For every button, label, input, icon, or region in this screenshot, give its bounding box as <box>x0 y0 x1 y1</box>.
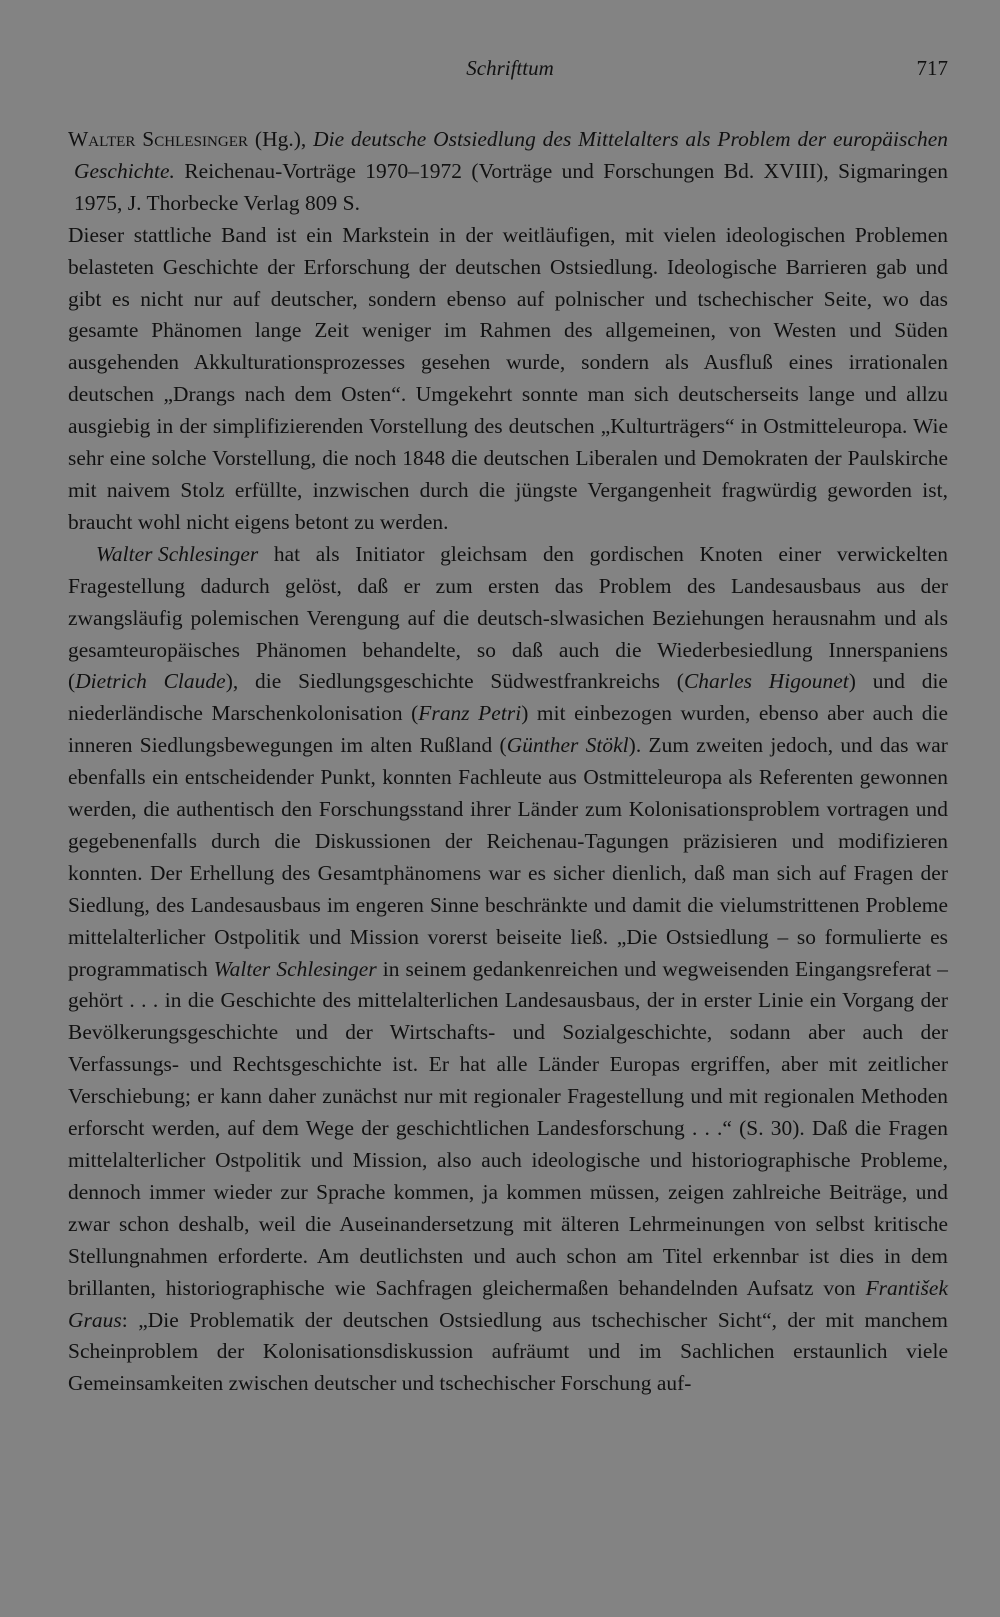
paragraph-text: ) und die niederländische Marschenkolonisation ( <box>68 669 948 726</box>
person-name: Walter Schlesinger <box>96 541 259 566</box>
body-text <box>68 124 948 1400</box>
person-name: Günther Stökl <box>506 733 629 758</box>
person-name: Dietrich Claude <box>75 669 226 694</box>
book-title: Die deutsche Ostsiedlung des Mittelalters als Problem der europäischen Geschichte. <box>74 127 949 183</box>
author-name: Walter Schlesinger <box>68 127 249 151</box>
review-paragraph-2 <box>68 539 948 1400</box>
editor-mark: (Hg.), <box>248 127 314 151</box>
person-name: Franz Petri <box>418 701 522 726</box>
review-paragraph-1: Dieser stattliche Band ist ein Markstein in der weitläufigen, mit vielen ideologischen Problemen belasteten Geschichte der Erforschung der deutschen Ostsiedlung. Ideologische Barrieren gab und gibt es nicht nur auf deutscher, sondern ebenso auf polnischer und tschechischer Seite, wo das gesamte Phänomen lange Zeit weniger im Rahmen des allgemeinen, von Westen und Süden ausgehenden Akkulturationsprozesses gesehen wurde, sondern als Ausfluß eines irrationalen deutschen „Drangs nach dem Osten“. Umgekehrt sonnte man sich deutscherseits lange und allzu ausgiebig in der simplifizierenden Vorstellung des deutschen „Kulturträgers“ in Ostmitteleuropa. Wie sehr eine solche Vorstellung, die noch 1848 die deutschen Liberalen und Demokraten der Paulskirche mit naivem Stolz erfüllte, inzwischen durch die jüngste Vergangenheit fragwürdig geworden ist, braucht wohl nicht eigens betont zu werden. <box>68 222 948 534</box>
person-name: František Graus <box>68 1275 948 1332</box>
person-name: Charles Higounet <box>683 669 849 694</box>
paragraph-text: ) mit einbezogen wurden, ebenso aber auch die inneren Siedlungsbewegungen im alten Rußland ( <box>68 701 948 758</box>
paragraph-text: : „Die Problematik der deutschen Ostsiedlung aus tschechischer Sicht“, der mit manchem Scheinproblem der Kolonisationsdiskussion aufräumt und im Sachlichen erstaunlich viele Gemeinsamkeiten zwischen deutscher und tschechischer Forschung auf- <box>68 1307 948 1396</box>
bibliographic-entry <box>68 124 948 220</box>
page-number: 717 <box>916 56 948 80</box>
paragraph-text: in seinem gedankenreichen und wegweisenden Eingangsreferat – gehört . . . in die Geschichte des mittelalterlichen Landesausbaus, der in erster Linie ein Vorgang der Bevölkerungsgeschichte und der Wirtschafts- und Sozialgeschichte, sodann aber auch der Verfassungs- und Rechtsgeschichte ist. Er hat alle Länder Europas ergriffen, aber mit zeitlicher Verschiebung; er kann daher zunächst nur mit regionaler Fragestellung und mit regionalen Methoden erforscht werden, auf dem Wege der geschichtlichen Landesforschung . . .“ (S. 30). Daß die Fragen mittelalterlicher Ostpolitik und Mission, also auch ideologische und historiographische Probleme, dennoch immer wieder zur Sprache kommen, ja kommen müssen, zeigen zahlreiche Beiträge, und zwar schon deshalb, weil die Auseinandersetzung mit älteren Lehrmeinungen von selbst kritische Stellungnahmen erforderte. Am deutlichsten und auch schon am Titel erkennbar ist dies in dem brillanten, historiographische wie Sachfragen gleichermaßen behandelnden Aufsatz von <box>68 956 948 1300</box>
paragraph-text: ), die Siedlungsgeschichte Südwestfrankreichs ( <box>225 669 684 694</box>
person-name: Walter Schlesinger <box>213 956 377 981</box>
running-head <box>70 56 950 86</box>
publication-details: Reichenau-Vorträge 1970–1972 (Vorträge und Forschungen Bd. XVIII), Sigmaringen 1975, J. Thorbecke Verlag 809 S. <box>74 158 948 215</box>
paragraph-text: hat als Initiator gleichsam den gordischen Knoten einer verwickelten Fragestellung dadurch gelöst, daß er zum ersten das Problem des Landesausbaus aus der zwangsläufig polemischen Verengung auf die deutsch-slwasichen Beziehungen herausnahm und als gesamteuropäisches Phänomen behandelte, so daß auch die Wiederbesiedlung Innerspaniens ( <box>68 541 948 694</box>
paragraph-text: ). Zum zweiten jedoch, und das war ebenfalls ein entscheidender Punkt, konnten Fachleute aus Ostmitteleuropa als Referenten gewonnen werden, die authentisch den Forschungsstand ihrer Länder zum Kolonisationsproblem vortragen und gegebenenfalls durch die Diskussionen der Reichenau-Tagungen präzisieren und modifizieren konnten. Der Erhellung des Gesamtphänomens war es sicher dienlich, daß man sich auf Fragen der Siedlung, des Landesausbaus im engeren Sinne beschränkte und damit die vielumstrittenen Probleme mittelalterlicher Ostpolitik und Mission vorerst beiseite ließ. „Die Ostsiedlung – so formulierte es programmatisch <box>68 733 948 981</box>
running-title: Schrifttum <box>466 56 554 80</box>
